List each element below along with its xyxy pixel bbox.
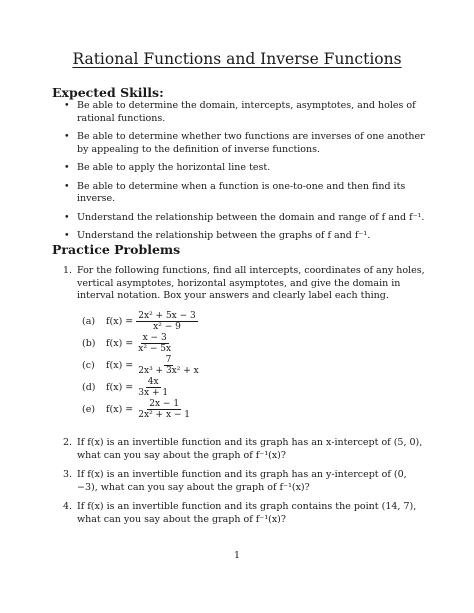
skill-item (63, 131, 428, 156)
problem-text: If f(x) is an invertible function and its graph contains the point (14, 7), what can you say about the graph of f⁻¹(x)? (77, 501, 417, 525)
bullet-icon: • (64, 230, 70, 241)
numerator: 2x − 1 (149, 398, 180, 409)
part-lhs: f(x) = (106, 359, 134, 371)
denominator: 3x + 1 (138, 387, 169, 398)
problem-item (63, 437, 428, 462)
numerator: 7 (165, 354, 172, 365)
problem-number: 4. (63, 501, 73, 512)
problem-1-parts (82, 310, 342, 420)
bullet-icon: • (64, 162, 70, 173)
numerator: 2x² + 5x − 3 (138, 310, 196, 321)
bullet-icon: • (64, 180, 70, 192)
denominator: 2x² + x − 1 (138, 409, 191, 420)
numerator: 4x (147, 376, 159, 387)
fraction (136, 311, 197, 332)
expected-skills-heading: Expected Skills: (52, 85, 164, 100)
part-item (82, 376, 342, 398)
part-label: (d) (82, 381, 96, 393)
problem-text: For the following functions, find all intercepts, coordinates of any holes, vertical asymptotes, horizontal asymptotes, and give the domain in interval notation. Box your answers and clearly label each thing. (77, 265, 425, 301)
problem-number: 1. (63, 265, 73, 276)
page-title: Rational Functions and Inverse Functions (72, 50, 402, 68)
problem-item (63, 265, 428, 303)
part-item (82, 310, 342, 332)
denominator: x² − 5x (138, 343, 172, 354)
skill-item (63, 100, 428, 125)
bullet-icon: • (64, 100, 70, 111)
problem-text: If f(x) is an invertible function and its graph has an y-intercept of (0, −3), what can you say about the graph of f⁻¹(x)? (77, 469, 407, 493)
skill-text: Understand the relationship between the domain and range of f and f⁻¹. (77, 211, 425, 223)
skill-text: Be able to determine when a function is one-to-one and then find its inverse. (77, 180, 406, 204)
skill-text: Be able to apply the horizontal line test. (77, 162, 271, 173)
problem-item (63, 469, 428, 494)
practice-problems-heading: Practice Problems (52, 242, 181, 257)
problem-item (63, 501, 428, 526)
part-item (82, 332, 342, 354)
skill-item (63, 181, 428, 206)
fraction (136, 377, 170, 398)
bullet-icon: • (64, 211, 70, 223)
part-lhs: f(x) = (106, 403, 134, 415)
part-lhs: f(x) = (106, 381, 134, 393)
numerator: x − 3 (142, 332, 167, 343)
part-item (82, 354, 342, 376)
skill-text: Be able to determine the domain, intercepts, asymptotes, and holes of rational functions. (77, 100, 416, 124)
problem-number: 3. (63, 469, 73, 480)
skill-item (63, 230, 428, 243)
part-label: (b) (82, 337, 96, 349)
part-label: (a) (82, 315, 96, 327)
page-number: 1 (233, 550, 241, 561)
skills-list (63, 100, 428, 249)
part-label: (c) (82, 359, 95, 371)
skill-text: Be able to determine whether two functions are inverses of one another by appealing to the definition of inverse functions. (77, 131, 425, 155)
part-label: (e) (82, 403, 96, 415)
part-lhs: f(x) = (106, 337, 134, 349)
denominator: 2x³ + 3x² + x (138, 365, 199, 376)
fraction (136, 355, 200, 376)
bullet-icon: • (64, 131, 70, 142)
problem-text: If f(x) is an invertible function and its graph has an x-intercept of (5, 0), what can you say about the graph of f⁻¹(x)? (77, 437, 423, 461)
problem-number: 2. (63, 437, 73, 448)
skill-item (63, 212, 428, 225)
skill-item (63, 162, 428, 175)
denominator: x² − 9 (153, 321, 181, 332)
part-item (82, 398, 342, 420)
later-problems (63, 437, 428, 533)
part-lhs: f(x) = (106, 315, 134, 327)
skill-text: Understand the relationship between the graphs of f and f⁻¹. (77, 230, 371, 241)
fraction (136, 399, 192, 420)
problem-1 (63, 265, 428, 310)
fraction (136, 333, 173, 354)
